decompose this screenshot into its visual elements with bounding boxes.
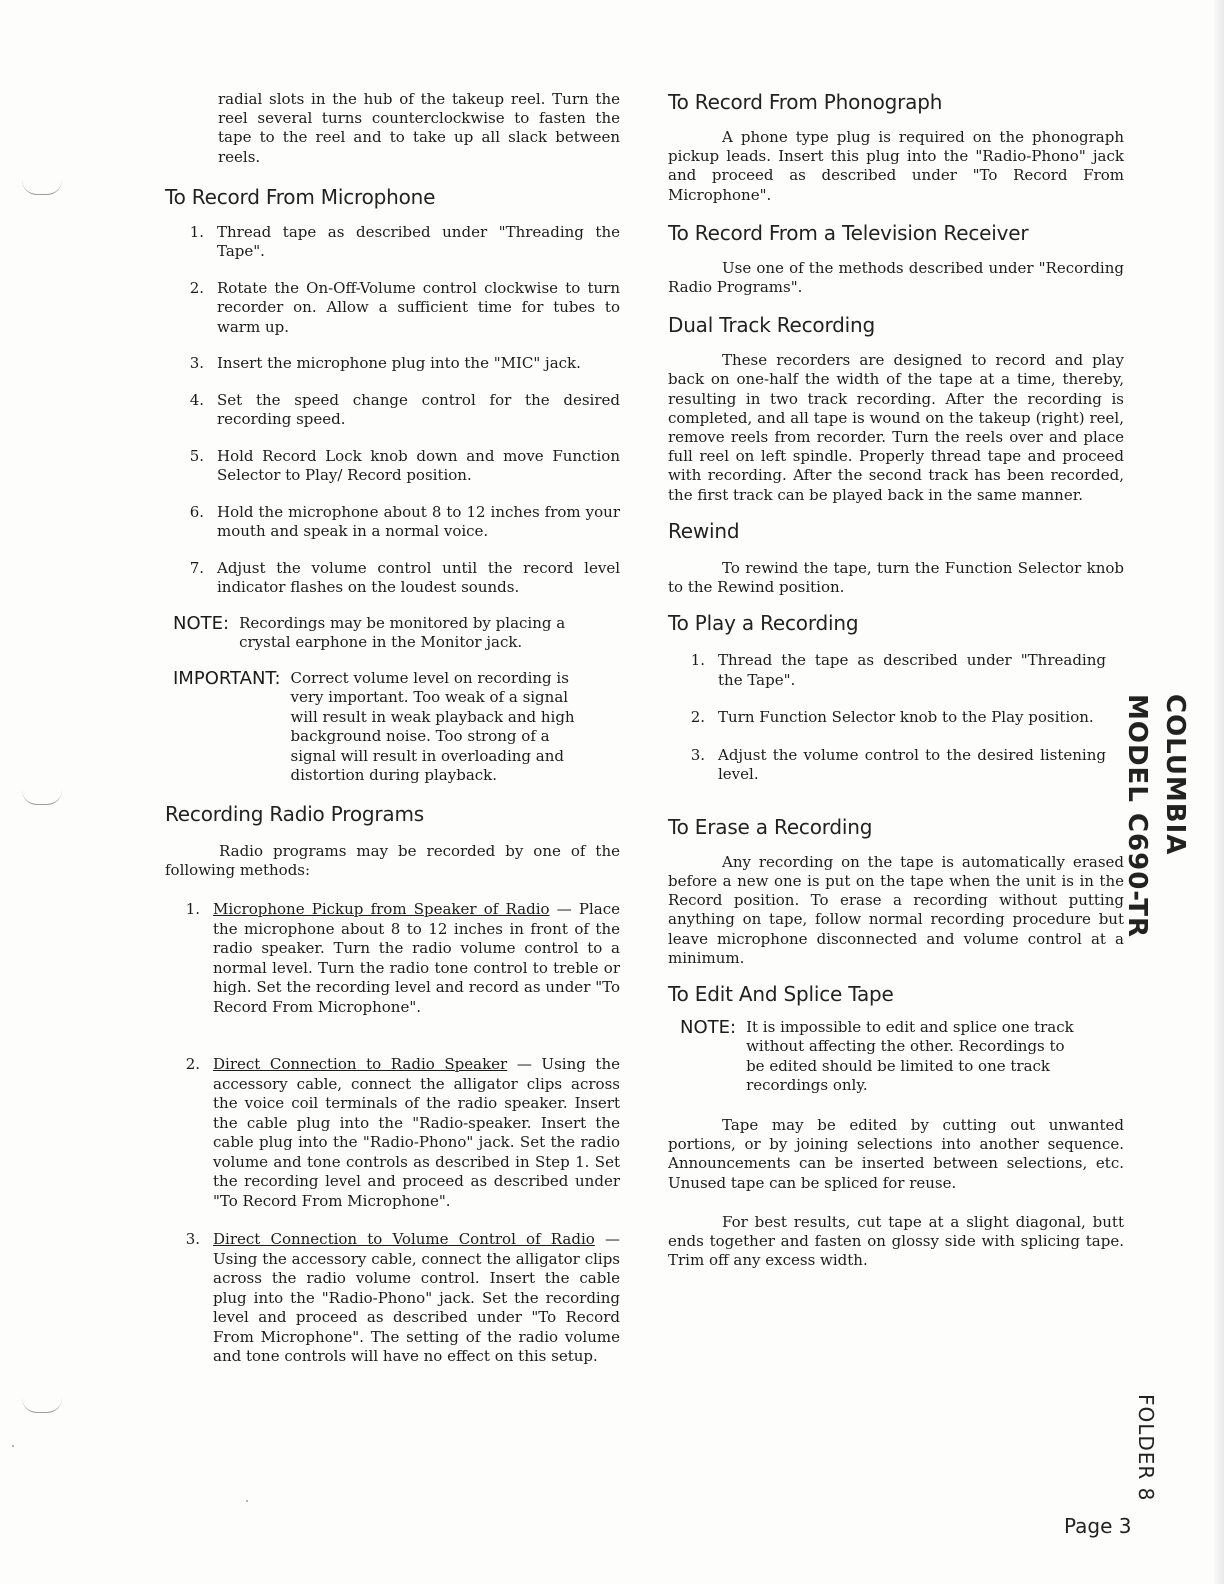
dual-track-paragraph: These recorders are designed to record and play back on one-half the width of the tape at a time, thereby, resulting in two track recording. After the recording is completed, and all tape is wound on the takeup (right) reel, remove reels from recorder. Turn the reels over and place full reel on left spindle. Properly thread tape and proceed with recording. After the second track has been recorded, the first track can be played back in the same manner. [668,351,1124,504]
note-text: Recordings may be monitored by placing a crystal earphone in the Monitor jack. [239,613,566,652]
note-text: It is impossible to edit and splice one track without affecting the other. Recordings to be edited should be limited to one track recordings only. [746,1017,1074,1095]
list-item: 1. Microphone Pickup from Speaker of Radio — Place the microphone about 8 to 12 inches in front of the radio speaker. Turn the radio volume control to a normal level. Turn the radio tone control to treble or high. Set the recording level and record as under "To Record From Microphone". [185,900,620,1016]
section-heading-rewind: Rewind [668,518,740,543]
list-item: 2. Direct Connection to Radio Speaker — Using the accessory cable, connect the alligator clips across the voice coil terminals of the radio speaker. Insert the cable plug into the "Radio-speaker. Insert the cable plug into the "Radio-Phono" jack. Set the radio volume and tone controls as described in Step 1. Set the recording level and proceed as described under "To Record From Microphone". [185,1055,620,1210]
binder-hole-mark [22,790,62,805]
page-number: Page 3 [1064,1514,1132,1538]
rewind-paragraph: To rewind the tape, turn the Function Selector knob to the Rewind position. [668,558,1124,597]
list-item: 3. Direct Connection to Volume Control of Radio — Using the accessory cable, connect the alligator clips across the radio volume control. Insert the cable plug into the "Radio-Phono" jack. Set the recording level and proceed as described under "To Record From Microphone". The setting of the radio volume and tone controls will have no effect on this setup. [185,1230,620,1366]
scan-speck [12,1445,14,1447]
list-item: 1. Thread the tape as described under "Threading the Tape". [690,651,1106,689]
scan-speck [246,1500,248,1502]
list-item: 5. Hold Record Lock knob down and move Function Selector to Play/ Record position. [189,446,620,485]
page-edge-shadow [1212,0,1224,1584]
brand-model-label [1118,694,1194,938]
play-steps-list [668,651,1124,785]
microphone-steps-list [165,223,620,598]
note-label: NOTE: [680,1016,737,1038]
important-block [173,669,620,786]
list-item: 7. Adjust the volume control until the record level indicator flashes on the loudest sounds. [189,558,620,597]
section-heading-erase-recording: To Erase a Recording [668,814,873,839]
edit-paragraph: Tape may be edited by cutting out unwanted portions, or by joining selections into another sequence. Announcements can be inserted between selections, etc. Unused tape can be spliced for reuse. [668,1115,1124,1192]
section-heading-edit-splice: To Edit And Splice Tape [668,981,894,1006]
section-heading-dual-track: Dual Track Recording [668,313,875,338]
right-column [668,90,1124,1270]
brand-name: COLUMBIA [1160,694,1190,856]
model-number: MODEL C690-TR [1122,694,1152,939]
television-paragraph: Use one of the methods described under "Recording Radio Programs". [668,258,1124,297]
list-item: 2. Rotate the On-Off-Volume control clockwise to turn recorder on. Allow a sufficient time for tubes to warm up. [189,278,620,336]
binder-hole-mark [22,1398,62,1413]
radio-intro-paragraph: Radio programs may be recorded by one of the following methods: [165,841,620,880]
note-label: NOTE: [173,612,230,634]
section-heading-record-microphone: To Record From Microphone [165,184,436,209]
left-column [165,90,620,1367]
binder-hole-mark [22,180,62,195]
section-heading-recording-radio: Recording Radio Programs [165,801,424,826]
note-block [173,614,620,653]
section-heading-record-phonograph: To Record From Phonograph [668,90,943,114]
important-text: Correct volume level on recording is very important. Too weak of a signal will result in weak playback and high background noise. Too strong of a signal will result in overloading and distortion during playback. [290,668,575,785]
note-block [680,1018,1124,1096]
list-item: 6. Hold the microphone about 8 to 12 inches from your mouth and speak in a normal voice. [189,502,620,541]
section-heading-play-recording: To Play a Recording [668,611,859,636]
section-heading-record-television: To Record From a Television Receiver [668,220,1029,245]
list-item: 1. Thread tape as described under "Threading the Tape". [189,222,620,261]
list-item: 2. Turn Function Selector knob to the Play position. [690,708,1094,727]
list-item: 4. Set the speed change control for the desired recording speed. [189,390,620,429]
folder-label: FOLDER 8 [1134,1394,1158,1502]
erase-paragraph: Any recording on the tape is automatically erased before a new one is put on the tape when the unit is in the Record position. To erase a recording without putting anything on tape, follow normal recording procedure but leave microphone disconnected and volume control at a minimum. [668,852,1124,967]
splice-paragraph: For best results, cut tape at a slight diagonal, butt ends together and fasten on glossy side with splicing tape. Trim off any excess width. [668,1212,1124,1270]
list-item: 3. Adjust the volume control to the desired listening level. [690,745,1106,784]
phonograph-paragraph: A phone type plug is required on the phonograph pickup leads. Insert this plug into the "Radio-Phono" jack and proceed as described under "To Record From Microphone". [668,128,1124,204]
important-label: IMPORTANT: [173,667,281,689]
intro-paragraph: radial slots in the hub of the takeup reel. Turn the reel several turns counterclockwise to fasten the tape to the reel and to take up all slack between reels. [218,90,620,166]
radio-methods-list [165,900,620,1367]
list-item: 3. Insert the microphone plug into the "MIC" jack. [189,354,581,373]
